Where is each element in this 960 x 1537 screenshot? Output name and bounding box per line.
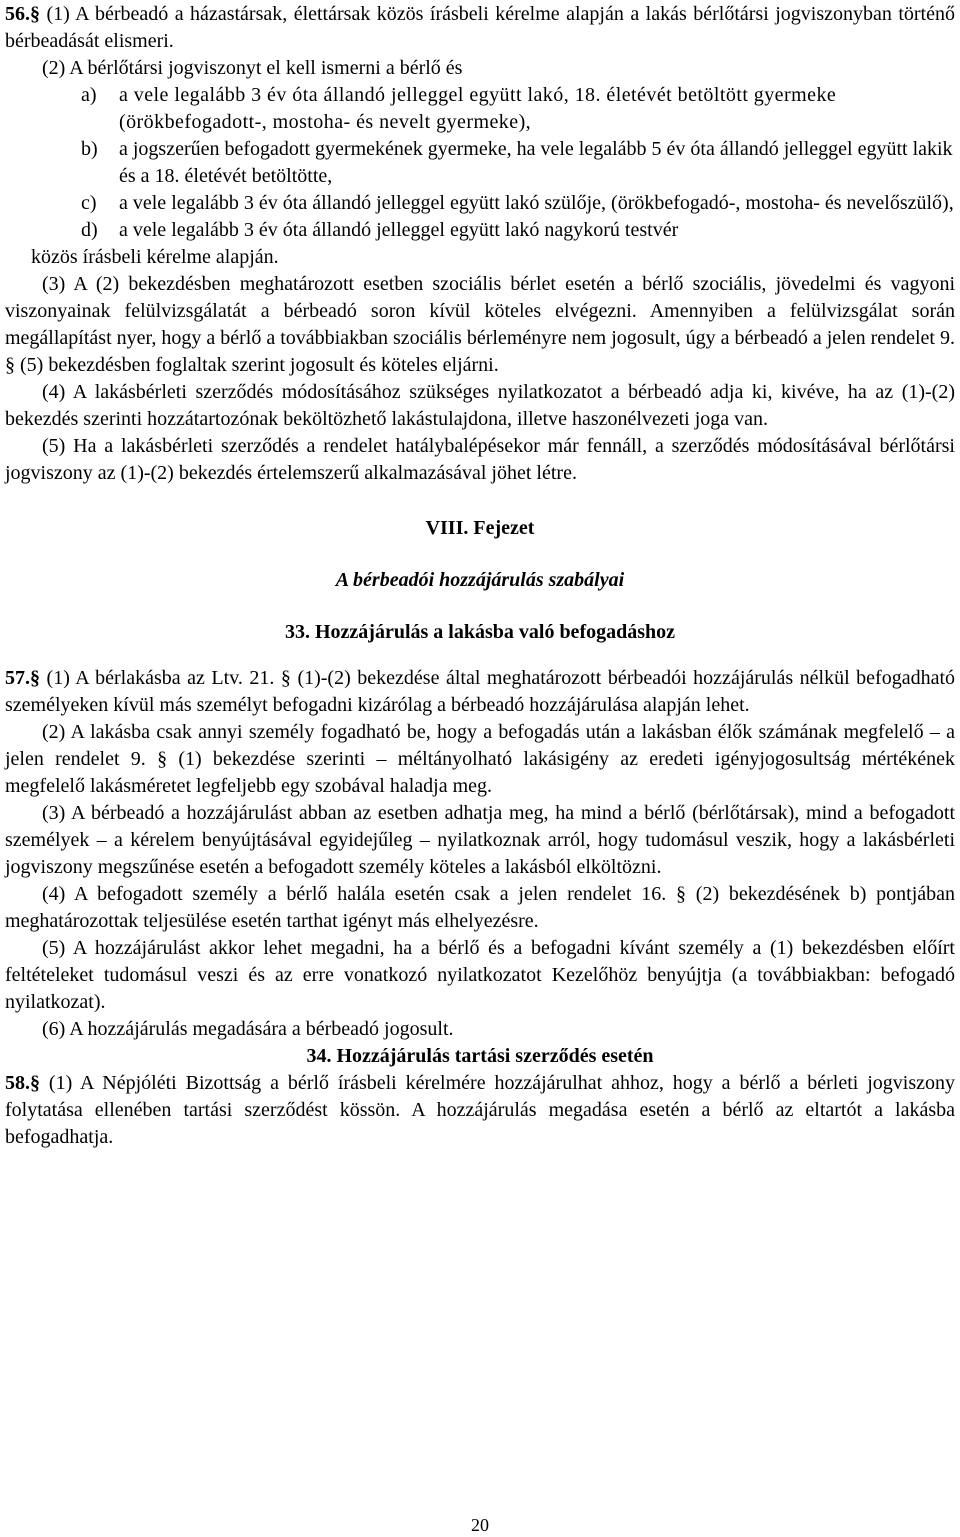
section-56-paragraph-3: (3) A (2) bekezdésben meghatározott esetben szociális bérlet esetén a bérlő szociális, jövedelmi és vagyoni viszonyainak felülvizsgálatát a bérbeadó soron kívül köteles elvégezni. Amennyiben a felülvizsgálat során megállapítást nyer, hogy a bérlő a továbbiakban szociális bérleményre nem jogosult, úgy a bérbeadó a jelen rendelet 9. § (5) bekezdésben foglaltak szerint jogosult és köteles eljárni. [5, 273, 955, 376]
list-item [81, 190, 955, 217]
section-57-paragraph-3: (3) A bérbeadó a hozzájárulást abban az esetben adhatja meg, ha mind a bérlő (bérlőtársak), mind a befogadott személyek – a kérelem benyújtásával egyidejűleg – nyilatkoznak arról, hogy tudomásul veszik, hogy a lakásbérleti jogviszony megszűnése esetén a befogadott személy köteles a lakásból elköltözni. [5, 802, 955, 878]
list-item-label: a) [81, 84, 97, 106]
list-item-label: b) [81, 138, 98, 160]
section-number: 58. [5, 1072, 30, 1094]
section-56-paragraph-2-intro: (2) A bérlőtársi jogviszonyt el kell ismerni a bérlő és [42, 57, 463, 79]
section-57-paragraph-5: (5) A hozzájárulást akkor lehet megadni, ha a bérlő és a befogadni kívánt személy a (1) bekezdésben előírt feltételeket tudomásul veszi és az erre vonatkozó nyilatkozatot Kezelőhöz benyújtja (a továbbiakban: befogadó nyilatkozat). [5, 937, 955, 1013]
paragraph-text: (1) A bérlakásba az Ltv. 21. § (1)-(2) bekezdése által meghatározott bérbeadói hozzájárulás nélkül befogadható személyeken kívül más személyt befogadni kizárólag a bérbeadó hozzájárulása alapján lehet. [5, 667, 956, 716]
chapter-heading: VIII. Fejezet [425, 517, 535, 539]
section-56-paragraph-2-closing: közös írásbeli kérelme alapján. [31, 246, 279, 268]
paragraph-text: (1) A bérbeadó a házastársak, élettársak közös írásbeli kérelme alapján a lakás bérlőtársi jogviszonyban történő bérbeadását elismeri. [5, 3, 955, 52]
list-item-text: a jogszerűen befogadott gyermekének gyermeke, ha vele legalább 5 év óta állandó jelleggel együtt lakik és a 18. életévét betöltötte, [119, 138, 953, 187]
list-item-text: a vele legalább 3 év óta állandó jelleggel együtt lakó szülője, (örökbefogadó-, mostoha- és nevelőszülő), [119, 192, 954, 214]
section-57-paragraph-1 [5, 665, 955, 719]
chapter-title: A bérbeadói hozzájárulás szabályai [335, 569, 625, 591]
list-item-label: d) [81, 219, 98, 241]
section-58-paragraph-1 [5, 1070, 955, 1151]
section-56-paragraph-4: (4) A lakásbérleti szerződés módosításához szükséges nyilatkozatot a bérbeadó adja ki, kivéve, ha az (1)-(2) bekezdés szerinti hozzátartozónak beköltözhető lakástulajdona, illetve haszonélvezeti joga van. [5, 381, 955, 430]
section-56-paragraph-5: (5) Ha a lakásbérleti szerződés a rendelet hatálybalépésekor már fennáll, a szerződés módosításával bérlőtársi jogviszony az (1)-(2) bekezdés értelemszerű alkalmazásával jöhet létre. [5, 435, 955, 484]
page-number: 20 [471, 1515, 489, 1535]
list-item [81, 82, 955, 136]
section-sign: § [30, 667, 40, 689]
list-item-label: c) [81, 192, 97, 214]
list-item [81, 136, 955, 190]
list-item-text: a vele legalább 3 év óta állandó jelleggel együtt lakó nagykorú testvér [119, 219, 679, 241]
section-57-paragraph-4: (4) A befogadott személy a bérlő halála esetén csak a jelen rendelet 16. § (2) bekezdésének b) pontjában meghatározottak teljesülése esetén tarthat igényt más elhelyezésre. [5, 883, 955, 932]
section-57-paragraph-2: (2) A lakásba csak annyi személy fogadható be, hogy a befogadás után a lakásban élők számának megfelelő – a jelen rendelet 9. § (1) bekezdése szerinti – méltányolható lakásigény az eredeti igényjogosultság mértékének megfelelő lakásméretet legfeljebb egy szobával haladja meg. [5, 721, 955, 797]
section-56-paragraph-1 [5, 1, 955, 55]
section-heading-33: 33. Hozzájárulás a lakásba való befogadáshoz [284, 621, 676, 643]
list-item-text: a vele legalább 3 év óta állandó jelleggel együtt lakó, 18. életévét betöltött gyermeke (örökbefogadott-, mostoha- és nevelt gyermeke), [119, 84, 837, 133]
document-body [5, 0, 955, 1151]
section-sign: § [30, 1072, 40, 1094]
section-number: 57. [5, 667, 30, 689]
list-item [81, 217, 955, 244]
section-heading-34: 34. Hozzájárulás tartási szerződés esetén [306, 1045, 654, 1067]
section-57-paragraph-6: (6) A hozzájárulás megadására a bérbeadó jogosult. [42, 1018, 454, 1040]
section-number: 56. [5, 3, 30, 25]
section-sign: § [30, 3, 40, 25]
paragraph-text: (1) A Népjóléti Bizottság a bérlő írásbeli kérelmére hozzájárulhat ahhoz, hogy a bérlő a bérleti jogviszony folytatása ellenében tartási szerződést kössön. A hozzájárulás megadása esetén a bérlő az eltartót a lakásba befogadhatja. [5, 1072, 956, 1148]
